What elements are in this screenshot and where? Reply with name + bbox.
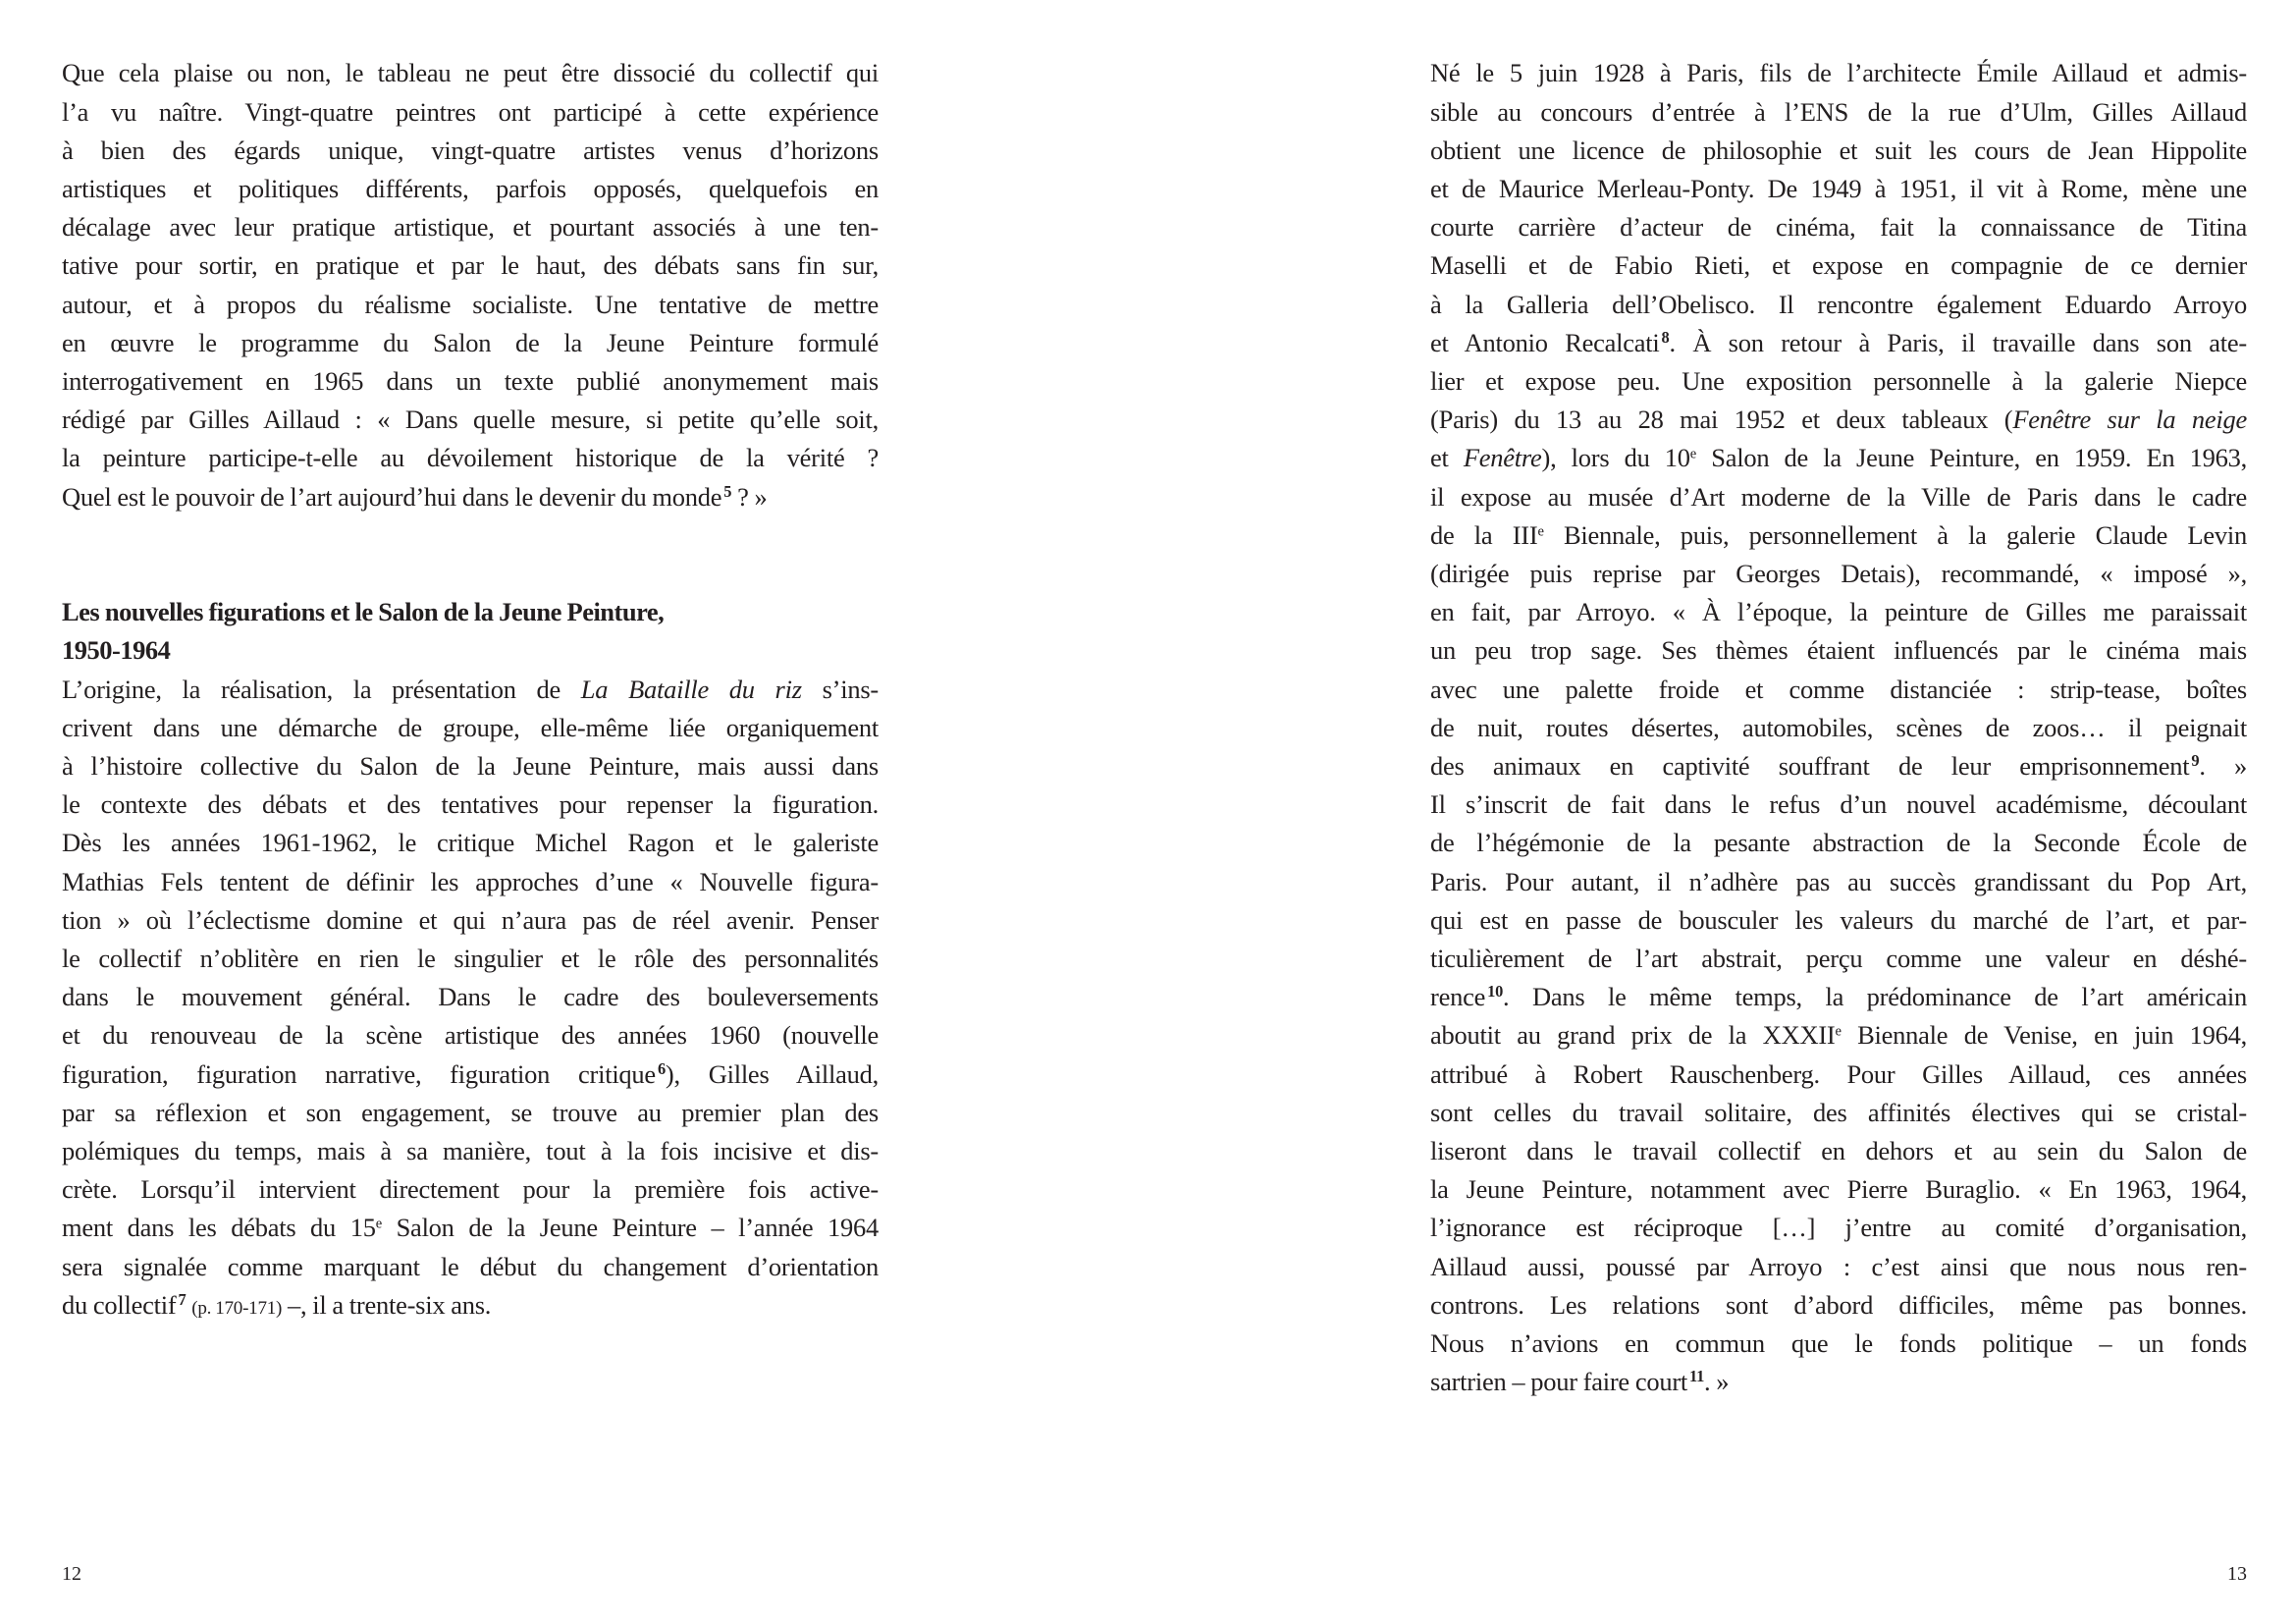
text-line [1430, 1056, 2247, 1094]
text-run: Il s’inscrit de fait dans le refus d’un nouvel académisme, découlant [1430, 789, 2247, 820]
text-run: Aillaud aussi, poussé par Arroyo : c’est ainsi que nous nous ren- [1430, 1251, 2247, 1281]
text-run: le contexte des débats et des tentatives pour repenser la figuration. [62, 789, 879, 820]
text-run: qui est en passe de bousculer les valeurs du marché de l’art, et par- [1430, 904, 2247, 935]
page-number-left: 12 [62, 1563, 81, 1585]
text-line [62, 1248, 879, 1286]
text-line [62, 747, 879, 785]
text-line [62, 246, 879, 285]
text-line [1430, 1094, 2247, 1132]
text-run: à bien des égards unique, vingt-quatre artistes venus d’horizons [62, 135, 879, 165]
text-line [1430, 709, 2247, 747]
footnote-ref: 10 [1487, 982, 1504, 1001]
text-line [1430, 516, 2247, 555]
text-line [1430, 478, 2247, 516]
text-line [1430, 324, 2247, 362]
text-line [1430, 593, 2247, 631]
text-line [1430, 246, 2247, 285]
footnote-ref: 11 [1689, 1367, 1705, 1386]
footnote-ref: 6 [657, 1058, 666, 1078]
text-line [62, 1094, 879, 1132]
text-run: ), Gilles Aillaud, [665, 1058, 879, 1089]
text-line [1430, 401, 2247, 439]
text-run: sible au concours d’entrée à l’ENS de la rue d’Ulm, Gilles Aillaud [1430, 96, 2247, 127]
text-run: de l’hégémonie de la pesante abstraction de la Seconde École de [1430, 828, 2247, 858]
text-run: attribué à Robert Rauschenberg. Pour Gilles Aillaud, ces années [1430, 1058, 2247, 1089]
page-number-right: 13 [2227, 1563, 2247, 1585]
italic-title: Fenêtre [1463, 443, 1542, 473]
text-line [62, 132, 879, 170]
text-run: . À son retour à Paris, il travaille dans son ate- [1669, 327, 2247, 357]
text-run: sartrien – pour faire court [1430, 1367, 1688, 1397]
heading-line [62, 631, 879, 670]
text-run: L’origine, la réalisation, la présentation de [62, 674, 581, 704]
text-run: sera signalée comme marquant le début du changement d’orientation [62, 1251, 879, 1281]
text-line [1430, 1325, 2247, 1363]
text-run: artistiques et politiques différents, parfois opposés, quelquefois en [62, 174, 879, 203]
text-run: . » [1704, 1367, 1730, 1397]
text-line [62, 439, 879, 477]
text-run: ticulièrement de l’art abstrait, perçu comme une valeur en déshé- [1430, 944, 2247, 973]
footnote-ref: 8 [1661, 327, 1670, 347]
text-line [62, 401, 879, 439]
ordinal-suffix: e [1835, 1023, 1842, 1040]
text-run: Né le 5 juin 1928 à Paris, fils de l’architecte Émile Aillaud et admis- [1430, 58, 2247, 88]
text-run: liseront dans le travail collectif en dehors et au sein du Salon de [1430, 1136, 2247, 1165]
text-line [1430, 901, 2247, 940]
italic-title: Fenêtre sur la neige [2012, 405, 2247, 435]
text-line [62, 170, 879, 208]
text-line [1430, 671, 2247, 709]
text-line [1430, 1248, 2247, 1286]
text-line [62, 1056, 879, 1094]
text-line [62, 1209, 879, 1247]
text-line [1430, 1016, 2247, 1055]
ordinal-suffix: e [1537, 523, 1544, 540]
text-run: tative pour sortir, en pratique et par le haut, des débats sans fin sur, [62, 250, 879, 281]
text-run: l’a vu naître. Vingt-quatre peintres ont participé à cette expérience [62, 96, 879, 127]
text-run: décalage avec leur pratique artistique, et pourtant associés à une ten- [62, 212, 879, 243]
text-line [1430, 1132, 2247, 1170]
text-run: il expose au musée d’Art moderne de la Ville de Paris dans le cadre [1430, 481, 2247, 512]
text-run: courte carrière d’acteur de cinéma, fait la connaissance de Titina [1430, 212, 2247, 243]
text-line [1430, 940, 2247, 978]
text-run: tion » où l’éclectisme domine et qui n’aura pas de réel avenir. Penser [62, 904, 879, 935]
text-line [1430, 132, 2247, 170]
text-run: . Dans le même temps, la prédominance de l’art américain [1503, 982, 2247, 1012]
text-line [1430, 1209, 2247, 1247]
text-run: Salon de la Jeune Peinture – l’année 1964 [381, 1213, 879, 1243]
text-run: Biennale de Venise, en juin 1964, [1841, 1020, 2247, 1051]
text-run: de nuit, routes désertes, automobiles, scènes de zoos… il peignait [1430, 712, 2247, 742]
text-run: et [1430, 443, 1464, 473]
text-line [62, 1132, 879, 1170]
text-run: (dirigée puis reprise par Georges Detais), recommandé, « imposé », [1430, 559, 2247, 588]
text-run: la Jeune Peinture, notamment avec Pierre Buraglio. « En 1963, 1964, [1430, 1174, 2247, 1205]
text-run: aboutit au grand prix de la XXXII [1430, 1020, 1836, 1051]
text-line [1430, 208, 2247, 246]
text-line [1430, 54, 2247, 92]
text-line [1430, 286, 2247, 324]
italic-title: La Bataille du riz [580, 674, 802, 704]
text-line [62, 978, 879, 1016]
footnote-ref: 9 [2191, 750, 2200, 770]
text-line [62, 478, 879, 516]
page-reference: (p. 170-171) [191, 1297, 283, 1319]
text-run: –, il a trente-six ans. [282, 1289, 492, 1320]
text-line [1430, 439, 2247, 477]
text-run: interrogativement en 1965 dans un texte publié anonymement mais [62, 366, 879, 396]
text-run: Paris. Pour autant, il n’adhère pas au succès grandissant du Pop Art, [1430, 866, 2247, 896]
text-run: rence [1430, 982, 1486, 1012]
text-run: des animaux en captivité souffrant de leur emprisonnement [1430, 751, 2190, 781]
text-line [1430, 824, 2247, 862]
text-run: l’ignorance est réciproque […] j’entre au comité d’organisation, [1430, 1213, 2247, 1243]
text-run: dans le mouvement général. Dans le cadre des bouleversements [62, 982, 879, 1012]
text-line [1430, 1286, 2247, 1325]
text-line [62, 671, 879, 709]
text-run: obtient une licence de philosophie et suit les cours de Jean Hippolite [1430, 135, 2247, 165]
text-run: à l’histoire collective du Salon de la Jeune Peinture, mais aussi dans [62, 751, 879, 781]
text-run: sont celles du travail solitaire, des affinités électives qui se cristal- [1430, 1097, 2247, 1127]
text-run: 1950-1964 [62, 635, 171, 666]
text-run: Mathias Fels tentent de définir les approches d’une « Nouvelle figura- [62, 866, 879, 896]
text-line [62, 940, 879, 978]
text-run: rédigé par Gilles Aillaud : « Dans quelle mesure, si petite qu’elle soit, [62, 405, 879, 435]
text-line [1430, 1363, 2247, 1401]
footnote-ref: 7 [178, 1289, 187, 1309]
text-run: le collectif n’oblitère en rien le singulier et le rôle des personnalités [62, 944, 879, 973]
text-line [62, 1286, 879, 1325]
text-line [62, 208, 879, 246]
text-run: crète. Lorsqu’il intervient directement pour la première fois active- [62, 1174, 879, 1205]
text-run: figuration, figuration narrative, figuration critique [62, 1058, 656, 1089]
text-run: en œuvre le programme du Salon de la Jeune Peinture formulé [62, 327, 879, 357]
text-run: . » [2199, 751, 2247, 781]
text-line [1430, 863, 2247, 901]
text-line [1430, 978, 2247, 1016]
text-run: ), lors du 10 [1541, 443, 1690, 473]
text-run: et de Maurice Merleau-Ponty. De 1949 à 1951, il vit à Rome, mène une [1430, 174, 2247, 203]
text-run: la peinture participe-t-elle au dévoilement historique de la vérité ? [62, 443, 879, 473]
text-run: Biennale, puis, personnellement à la galerie Claude Levin [1543, 519, 2247, 550]
text-run: par sa réflexion et son engagement, se trouve au premier plan des [62, 1097, 879, 1127]
text-line [62, 362, 879, 401]
text-run: Les nouvelles figurations et le Salon de la Jeune Peinture, [62, 597, 665, 627]
text-line [62, 901, 879, 940]
ordinal-suffix: e [375, 1216, 382, 1232]
text-line [62, 324, 879, 362]
text-line [62, 824, 879, 862]
text-line [62, 286, 879, 324]
text-run: ? » [731, 481, 768, 512]
text-line [1430, 362, 2247, 401]
text-line [62, 709, 879, 747]
heading-line [62, 593, 879, 631]
text-line [1430, 170, 2247, 208]
ordinal-suffix: e [1689, 446, 1697, 462]
text-line [62, 1016, 879, 1055]
text-run: crivent dans une démarche de groupe, elle-même liée organiquement [62, 712, 879, 742]
text-run: Dès les années 1961-1962, le critique Michel Ragon et le galeriste [62, 828, 879, 858]
footnote-ref: 5 [723, 481, 732, 501]
text-line [1430, 631, 2247, 670]
text-run: (Paris) du 13 au 28 mai 1952 et deux tableaux ( [1430, 405, 2013, 435]
text-line [62, 863, 879, 901]
text-run: Nous n’avions en commun que le fonds politique – un fonds [1430, 1328, 2247, 1358]
text-run: un peu trop sage. Ses thèmes étaient influencés par le cinéma mais [1430, 635, 2247, 666]
text-run: ment dans les débats du 15 [62, 1213, 376, 1243]
text-line [1430, 747, 2247, 785]
text-run: et Antonio Recalcati [1430, 327, 1660, 357]
text-line [1430, 785, 2247, 824]
text-run: controns. Les relations sont d’abord difficiles, même pas bonnes. [1430, 1289, 2247, 1320]
text-run: avec une palette froide et comme distanciée : strip-tease, boîtes [1430, 674, 2247, 704]
text-run: autour, et à propos du réalisme socialiste. Une tentative de mettre [62, 289, 879, 319]
text-line [1430, 93, 2247, 132]
text-run: lier et expose peu. Une exposition personnelle à la galerie Niepce [1430, 366, 2247, 396]
text-run: à la Galleria dell’Obelisco. Il rencontre également Eduardo Arroyo [1430, 289, 2247, 319]
text-line [1430, 1170, 2247, 1209]
text-line [62, 1170, 879, 1209]
text-line [62, 785, 879, 824]
text-line [1430, 555, 2247, 593]
text-line [62, 54, 879, 92]
text-run: et du renouveau de la scène artistique des années 1960 (nouvelle [62, 1020, 879, 1051]
text-run: Quel est le pouvoir de l’art aujourd’hui dans le devenir du monde [62, 481, 722, 512]
text-run: de la III [1430, 519, 1538, 550]
text-run: polémiques du temps, mais à sa manière, tout à la fois incisive et dis- [62, 1136, 879, 1165]
text-run: Que cela plaise ou non, le tableau ne peut être dissocié du collectif qui [62, 58, 879, 88]
text-run: du collectif [62, 1289, 177, 1320]
text-line [62, 93, 879, 132]
text-run: Maselli et de Fabio Rieti, et expose en compagnie de ce dernier [1430, 250, 2247, 281]
text-run: en fait, par Arroyo. « À l’époque, la peinture de Gilles me paraissait [1430, 597, 2247, 627]
text-run: s’ins- [801, 674, 879, 704]
text-run: Salon de la Jeune Peinture, en 1959. En 1963, [1696, 443, 2247, 473]
